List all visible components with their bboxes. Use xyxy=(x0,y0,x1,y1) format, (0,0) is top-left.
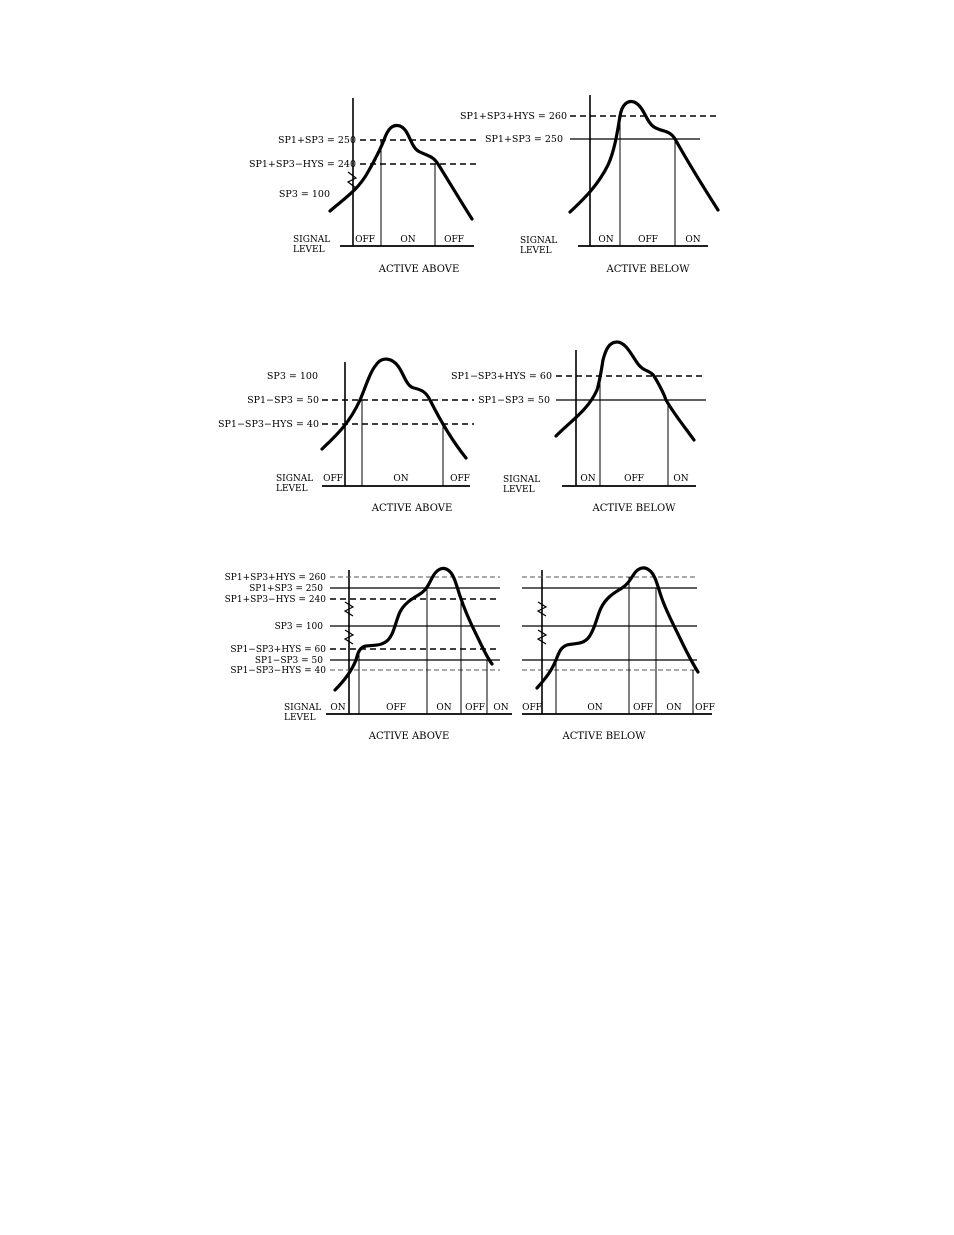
signal-label-line2: LEVEL xyxy=(293,245,325,255)
signal-label-line2: LEVEL xyxy=(284,713,316,723)
state-on: ON xyxy=(666,703,682,713)
label-sp1-sp3-hys-40: SP1−SP3−HYS = 40 xyxy=(218,419,319,430)
signal-curve xyxy=(537,568,698,688)
label-sp1-sp3-250: SP1+SP3 = 250 xyxy=(278,135,356,146)
axis-break-mark xyxy=(348,172,356,188)
caption-active-below: ACTIVE BELOW xyxy=(562,731,646,742)
state-on: ON xyxy=(330,703,346,713)
label-sp1-sp3-hys-240: SP1+SP3−HYS = 240 xyxy=(248,159,356,170)
state-off: OFF xyxy=(624,474,644,484)
label-sp1-sp3-250: SP1+SP3 = 250 xyxy=(485,134,563,145)
label-sp1-sp3-hys-240: SP1+SP3−HYS = 240 xyxy=(224,595,326,605)
axis-break-mark xyxy=(538,630,546,644)
caption-active-below: ACTIVE BELOW xyxy=(592,503,676,514)
label-sp3-100: SP3 = 100 xyxy=(266,371,318,382)
state-off: OFF xyxy=(323,474,343,484)
state-on: ON xyxy=(587,703,603,713)
label-sp1-sp3-50: SP1−SP3 = 50 xyxy=(254,656,323,666)
axis-break-mark xyxy=(538,602,546,616)
state-on: ON xyxy=(493,703,509,713)
label-sp1-sp3-hys-60: SP1−SP3+HYS = 60 xyxy=(230,645,326,655)
row3-active-above-panel xyxy=(225,568,512,742)
label-sp1-sp3-hys-260: SP1+SP3+HYS = 260 xyxy=(459,111,567,122)
caption-active-above: ACTIVE ABOVE xyxy=(378,264,460,275)
label-sp3-100: SP3 = 100 xyxy=(274,622,323,632)
state-on: ON xyxy=(580,474,596,484)
signal-label-line2: LEVEL xyxy=(276,484,308,494)
state-off: OFF xyxy=(450,474,470,484)
signal-label-line2: LEVEL xyxy=(503,485,535,495)
label-sp1-sp3-250: SP1+SP3 = 250 xyxy=(249,584,323,594)
state-off: OFF xyxy=(522,703,542,713)
state-off: OFF xyxy=(355,235,375,245)
state-on: ON xyxy=(598,235,614,245)
state-on: ON xyxy=(393,474,409,484)
label-sp1-sp3-hys-40: SP1−SP3−HYS = 40 xyxy=(230,666,326,676)
signal-label-line1: SIGNAL xyxy=(276,474,314,484)
row2-active-above-panel xyxy=(218,359,474,514)
state-off: OFF xyxy=(633,703,653,713)
label-sp1-sp3-50: SP1−SP3 = 50 xyxy=(478,395,550,406)
axis-break-mark xyxy=(345,630,353,644)
signal-label-line1: SIGNAL xyxy=(293,235,331,245)
state-off: OFF xyxy=(465,703,485,713)
signal-curve xyxy=(570,102,718,212)
state-off: OFF xyxy=(638,235,658,245)
axis-break-mark xyxy=(345,602,353,616)
row1-active-above-panel xyxy=(249,98,480,275)
signal-label-line2: LEVEL xyxy=(520,246,552,256)
signal-label-line1: SIGNAL xyxy=(503,475,541,485)
state-off: OFF xyxy=(695,703,715,713)
row2-active-below-panel xyxy=(451,342,706,514)
signal-label-line1: SIGNAL xyxy=(284,703,322,713)
signal-label-line1: SIGNAL xyxy=(520,236,558,246)
state-off: OFF xyxy=(444,235,464,245)
label-sp3-100: SP3 = 100 xyxy=(278,189,330,200)
state-on: ON xyxy=(400,235,416,245)
state-off: OFF xyxy=(386,703,406,713)
state-on: ON xyxy=(436,703,452,713)
caption-active-below: ACTIVE BELOW xyxy=(606,264,690,275)
state-on: ON xyxy=(673,474,689,484)
label-sp1-sp3-hys-60: SP1−SP3+HYS = 60 xyxy=(451,371,552,382)
signal-curve xyxy=(322,359,466,458)
state-on: ON xyxy=(685,235,701,245)
row1-active-below-panel xyxy=(460,95,718,275)
label-sp1-sp3-hys-260: SP1+SP3+HYS = 260 xyxy=(224,573,326,583)
label-sp1-sp3-50: SP1−SP3 = 50 xyxy=(247,395,319,406)
row3-active-below-panel xyxy=(522,568,715,742)
caption-active-above: ACTIVE ABOVE xyxy=(371,503,453,514)
caption-active-above: ACTIVE ABOVE xyxy=(368,731,450,742)
